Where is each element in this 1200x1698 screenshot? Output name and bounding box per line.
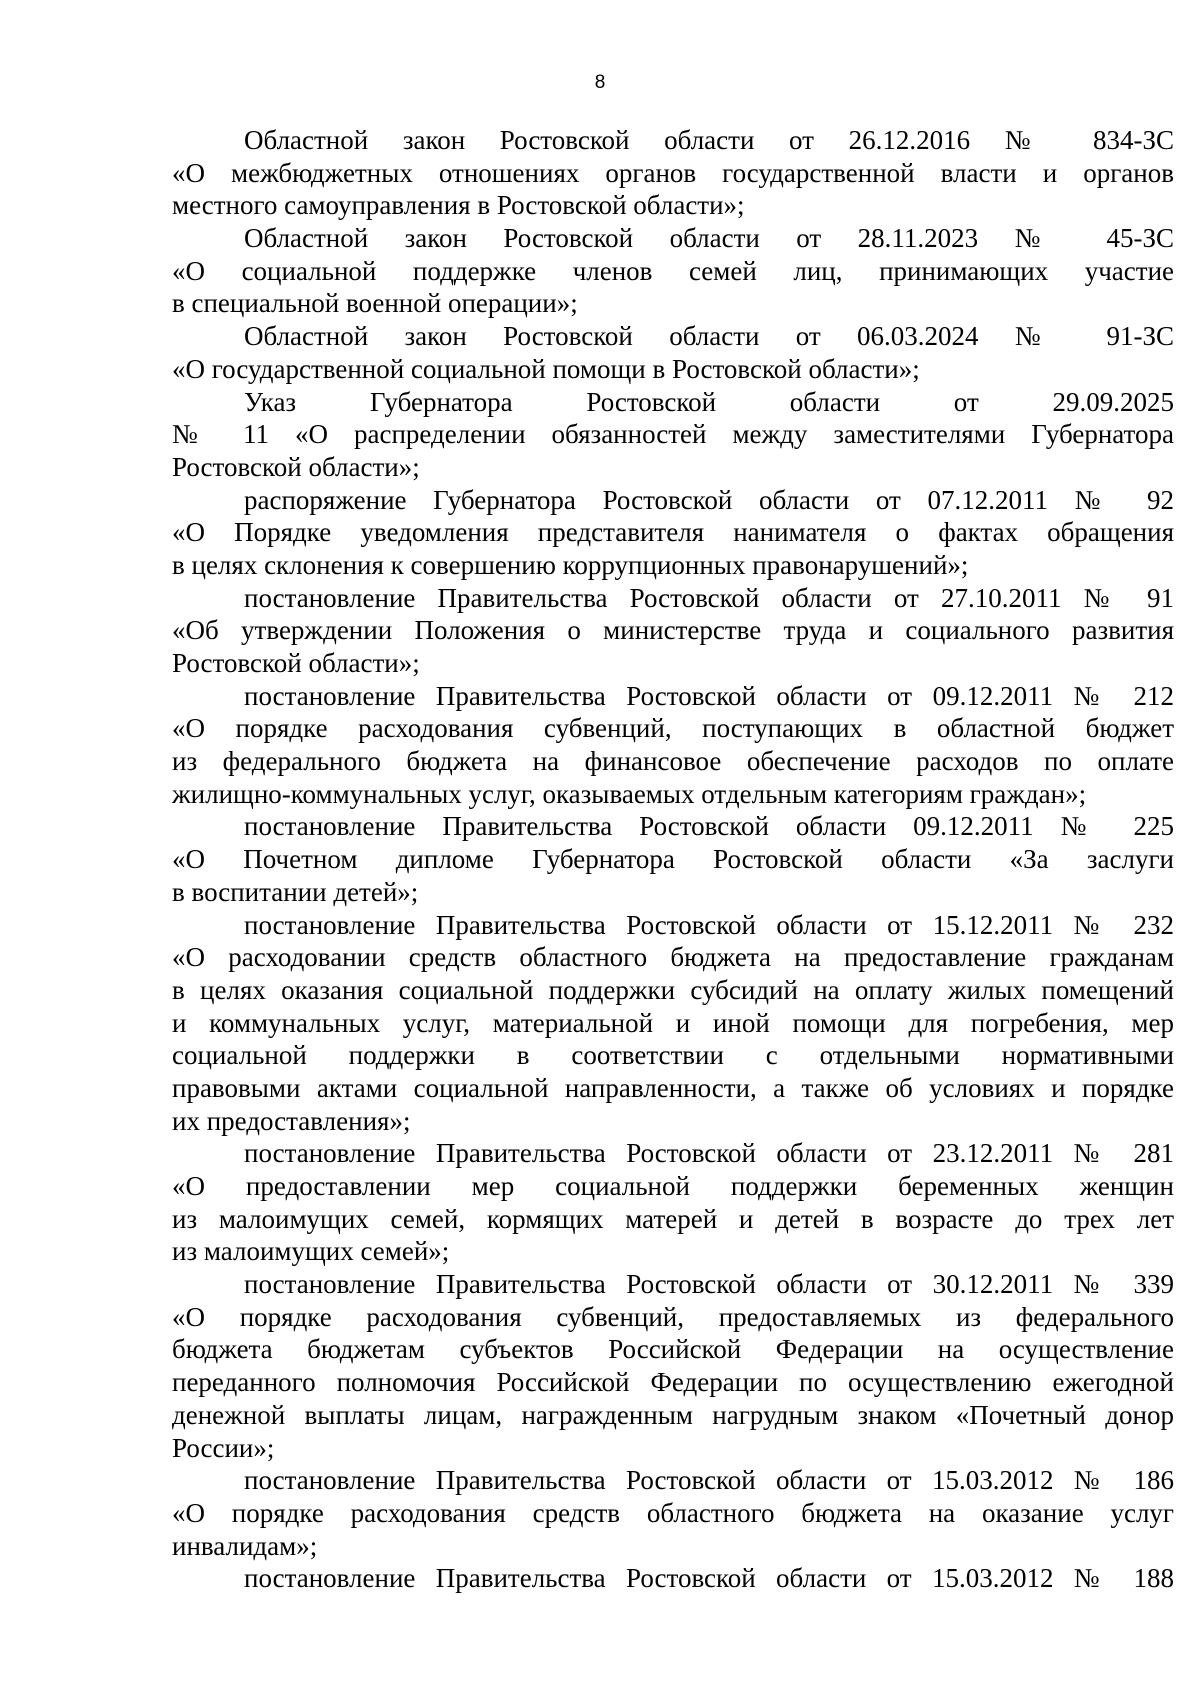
- paragraph-line: «О предоставлении мер социальной поддержки беременных женщин: [172, 1171, 1174, 1201]
- paragraph-line: бюджета бюджетам субъектов Российской Федерации на осуществление: [172, 1334, 1174, 1365]
- paragraph-line: из федерального бюджета на финансовое обеспечение расходов по оплате: [172, 746, 1174, 777]
- paragraph-line: в специальной военной операции»;: [172, 288, 578, 319]
- paragraph-line: их предоставления»;: [172, 1105, 411, 1136]
- paragraph-line: постановление Правительства Ростовской области от 15.03.2012 № 186: [244, 1465, 1174, 1496]
- paragraph: [172, 1562, 1174, 1595]
- paragraph-line: переданного полномочия Российской Федерации по осуществлению ежегодной: [172, 1367, 1174, 1398]
- paragraph-line: Областной закон Ростовской области от 28.11.2023 № 45-ЗС: [244, 223, 1174, 254]
- paragraph-line: «О Порядке уведомления представителя нанимателя о фактах обращения: [172, 517, 1174, 548]
- paragraph-line: из малоимущих семей, кормящих матерей и детей в возрасте до трех лет: [172, 1203, 1174, 1234]
- paragraph-line: Указ Губернатора Ростовской области от 29.09.2025: [244, 386, 1174, 417]
- paragraph-line: постановление Правительства Ростовской области от 30.12.2011 № 339: [244, 1269, 1174, 1300]
- paragraph-line: в воспитании детей»;: [172, 876, 419, 907]
- paragraph: [172, 320, 1174, 385]
- paragraph-line: постановление Правительства Ростовской области от 09.12.2011 № 212: [244, 680, 1174, 711]
- paragraph-line: распоряжение Губернатора Ростовской области от 07.12.2011 № 92: [244, 484, 1174, 515]
- paragraph-line: местного самоуправления в Ростовской области»;: [172, 190, 745, 221]
- paragraph-line: жилищно-коммунальных услуг, оказываемых отдельным категориям граждан»;: [172, 778, 1087, 809]
- paragraph-line: и коммунальных услуг, материальной и иной помощи для погребения, мер: [172, 1007, 1174, 1038]
- paragraph-line: «О государственной социальной помощи в Ростовской области»;: [172, 353, 920, 384]
- paragraph-line: социальной поддержки в соответствии с отдельными нормативными: [172, 1040, 1174, 1071]
- paragraph-line: «Об утверждении Положения о министерстве труда и социального развития: [172, 615, 1174, 646]
- paragraph-line: инвалидам»;: [172, 1530, 318, 1561]
- paragraph: [172, 222, 1174, 320]
- paragraph-line: в целях оказания социальной поддержки субсидий на оплату жилых помещений: [172, 974, 1174, 1005]
- document-body: [172, 124, 1174, 1595]
- paragraph-line: постановление Правительства Ростовской области от 15.12.2011 № 232: [244, 909, 1174, 940]
- paragraph-line: из малоимущих семей»;: [172, 1236, 450, 1267]
- paragraph-line: «О расходовании средств областного бюджета на предоставление гражданам: [172, 942, 1174, 973]
- paragraph-line: Областной закон Ростовской области от 06.03.2024 № 91-ЗС: [244, 321, 1174, 352]
- paragraph-line: Областной закон Ростовской области от 26.12.2016 № 834-ЗС: [244, 125, 1174, 155]
- paragraph: [172, 680, 1174, 811]
- paragraph: [172, 810, 1174, 908]
- paragraph-line: в целях склонения к совершению коррупционных правонарушений»;: [172, 549, 969, 580]
- paragraph: [172, 386, 1174, 484]
- paragraph-line: «О порядке расходования субвенций, поступающих в областной бюджет: [172, 713, 1174, 744]
- paragraph: [172, 909, 1174, 1138]
- paragraph-line: «О Почетном дипломе Губернатора Ростовской области «За заслуги: [172, 844, 1174, 875]
- paragraph-line: денежной выплаты лицам, награжденным нагрудным знаком «Почетный донор: [172, 1399, 1174, 1430]
- page-number: 8: [594, 72, 606, 93]
- paragraph: [172, 484, 1174, 582]
- paragraph: [172, 582, 1174, 680]
- paragraph-line: Ростовской области»;: [172, 648, 420, 678]
- paragraph: [172, 124, 1174, 222]
- paragraph-line: правовыми актами социальной направленности, а также об условиях и порядке: [172, 1072, 1174, 1103]
- paragraph-line: постановление Правительства Ростовской области от 15.03.2012 № 188: [244, 1563, 1174, 1594]
- paragraph-line: «О социальной поддержке членов семей лиц, принимающих участие: [172, 255, 1174, 286]
- paragraph-line: постановление Правительства Ростовской области от 23.12.2011 № 281: [244, 1138, 1174, 1169]
- paragraph-line: «О межбюджетных отношениях органов государственной власти и органов: [172, 157, 1174, 188]
- paragraph-line: постановление Правительства Ростовской области от 27.10.2011 № 91: [244, 582, 1174, 613]
- paragraph: [172, 1464, 1174, 1562]
- paragraph-line: «О порядке расходования субвенций, предоставляемых из федерального: [172, 1301, 1174, 1332]
- paragraph-line: Ростовской области»;: [172, 451, 420, 482]
- paragraph: [172, 1268, 1174, 1464]
- paragraph-line: постановление Правительства Ростовской области 09.12.2011 № 225: [244, 811, 1174, 842]
- paragraph-line: России»;: [172, 1432, 275, 1463]
- paragraph-line: «О порядке расходования средств областного бюджета на оказание услуг: [172, 1497, 1174, 1528]
- paragraph-line: № 11 «О распределении обязанностей между заместителями Губернатора: [172, 419, 1174, 450]
- paragraph: [172, 1137, 1174, 1268]
